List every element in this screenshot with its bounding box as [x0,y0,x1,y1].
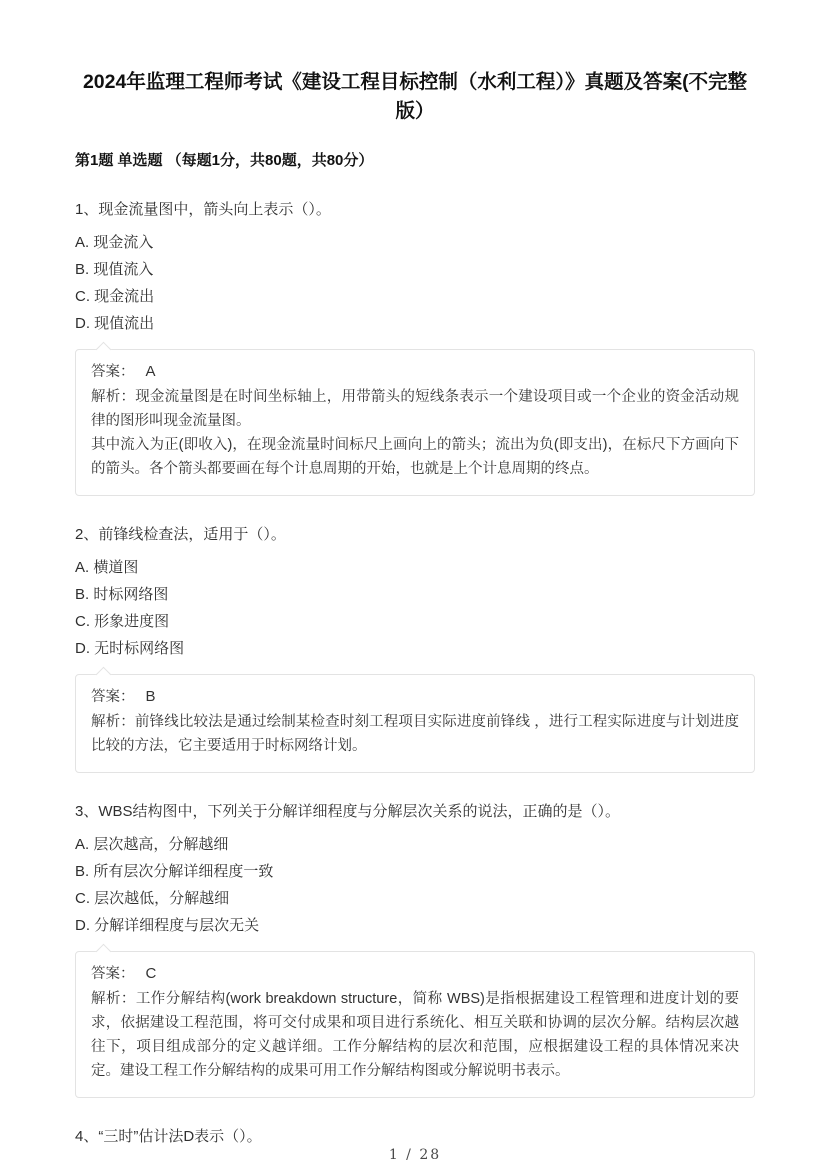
answer-line [91,961,739,987]
question-3-option-d: D. 分解详细程度与层次无关 [75,917,260,934]
question-3-option-a: A. 层次越高，分解越细 [75,836,229,853]
page-title: 2024年监理工程师考试《建设工程目标控制（水利工程）》真题及答案(不完整版） [82,71,748,122]
question-4 [75,1126,755,1147]
analysis-label: 解析： [91,714,135,730]
question-3 [75,801,755,1098]
analysis-text [91,385,739,433]
analysis-text [91,710,739,758]
question-3-answer-box [75,951,755,1098]
question-2-option-c: C. 形象进度图 [75,613,170,630]
question-3-stem: 3、WBS结构图中，下列关于分解详细程度与分解层次关系的说法，正确的是（）。 [75,803,621,820]
answer-value: B [145,688,156,705]
question-2-stem: 2、前锋线检查法，适用于（）。 [75,526,286,543]
question-2-option-a: A. 横道图 [75,559,139,576]
answer-value: C [145,965,157,982]
question-1-option-c: C. 现金流出 [75,288,155,305]
answer-line [91,359,739,385]
answer-label: 答案： [91,966,135,982]
analysis-body: 工作分解结构(work breakdown structure，简称 WBS)是指根据建设工程管理和进度计划的要求，依据建设工程范围，将可交付成果和项目进行系统化、相互关联和协调的层次分解。结构层次越往下，项目组成部分的定义越详细。工作分解结构的层次和范围，应根据建设工程的具体情况来决定。建设工程工作分解结构的成果可用工作分解结构图或分解说明书表示。 [91,991,739,1079]
analysis-extra: 其中流入为正(即收入)，在现金流量时间标尺上画向上的箭头；流出为负(即支出)，在标尺下方画向下的箭头。各个箭头都要画在每个计息周期的开始，也就是上个计息周期的终点。 [91,437,739,477]
answer-label: 答案： [91,364,135,380]
question-1-option-b: B. 现值流入 [75,261,154,278]
question-1-stem: 1、现金流量图中，箭头向上表示（）。 [75,201,331,218]
question-4-stem: 4、“三时”估计法D表示（）。 [75,1128,262,1145]
page-footer [0,1147,830,1163]
answer-label: 答案： [91,689,135,705]
question-3-option-c: C. 层次越低，分解越细 [75,890,230,907]
question-1-option-d: D. 现值流出 [75,315,155,332]
question-1 [75,199,755,496]
question-2-answer-box [75,674,755,773]
question-1-answer-box [75,349,755,496]
section-header: 第1题 单选题 （每题1分，共80题，共80分） [75,152,374,169]
question-1-option-a: A. 现金流入 [75,234,154,251]
question-2-option-b: B. 时标网络图 [75,586,169,603]
analysis-label: 解析： [91,991,136,1007]
analysis-label: 解析： [91,389,136,405]
analysis-text [91,987,739,1083]
question-2 [75,524,755,773]
answer-value: A [145,363,156,380]
question-2-option-d: D. 无时标网络图 [75,640,185,657]
question-3-option-b: B. 所有层次分解详细程度一致 [75,863,274,880]
page-indicator: 1 / 28 [388,1147,442,1163]
analysis-body: 现金流量图是在时间坐标轴上，用带箭头的短线条表示一个建设项目或一个企业的资金活动规律的图形叫现金流量图。 [91,389,740,429]
answer-line [91,684,739,710]
analysis-body: 前锋线比较法是通过绘制某检查时刻工程项目实际进度前锋线 ，进行工程实际进度与计划进度比较的方法，它主要适用于时标网络计划。 [91,714,740,754]
